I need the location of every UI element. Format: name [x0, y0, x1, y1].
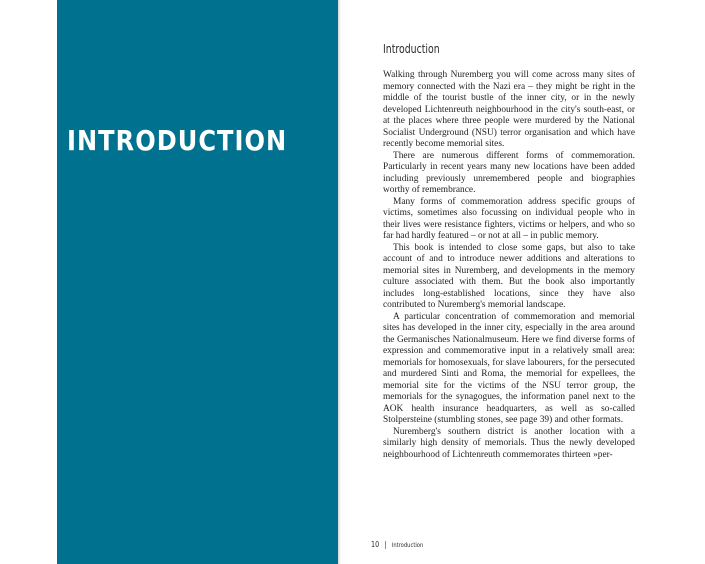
- paragraph: There are numerous different forms of commemoration. Particularly in recent years many new locations have been added including previously unremembered people and biographies worthy of remembrance.: [383, 150, 635, 195]
- paragraph: Many forms of commemoration address specific groups of victims, sometimes also focussing on individual people who in their lives were resistance fighters, victims or helpers, and who so far had hardly featured – or not at all – in public memory.: [383, 196, 635, 241]
- paragraph: Walking through Nuremberg you will come across many sites of memory connected with the Nazi era – they might be right in the middle of the tourist bustle of the inner city, or in the newly developed Lichtenreuth neighbourhood in the city's south-east, or at the places where three people were murdered by the National Socialist Underground (NSU) terror organisation and which have recently become memorial sites.: [383, 70, 635, 149]
- paragraph: A particular concentration of commemoration and memorial sites has developed in the inner city, especially in the area around the Germanisches Nationalmuseum. Here we find diverse forms of expression and commemorative input in a relatively small area: memorials for homosexuals, for slave labourers, for the persecuted and murdered Sinti and Roma, the memorial for expellees, the memorial site for the victims of the NSU terror group, the memorials for the synagogues, the information panel next to the AOK health insurance headquarters, as well as so-called Stolpersteine (stumbling stones, see page 39) and other formats.: [383, 311, 635, 425]
- body-text: [383, 70, 635, 461]
- chapter-title: INTRODUCTION: [67, 124, 288, 157]
- running-head: Introduction: [391, 541, 424, 549]
- section-title: Introduction: [383, 42, 440, 56]
- page-number: 10: [371, 540, 380, 549]
- page-footer: [371, 540, 423, 549]
- paragraph: This book is intended to close some gaps, but also to take account of and to introduce newer additions and alterations to memorial sites in Nuremberg, and developments in the memory culture associated with them. But the book also importantly includes long-established locations, since they have also contributed to Nuremberg's memorial landscape.: [383, 242, 635, 310]
- footer-separator: |: [384, 540, 387, 549]
- left-page-panel: [57, 0, 338, 564]
- right-page: [341, 0, 705, 564]
- paragraph: Nuremberg's southern district is another location with a similarly high density of memorials. Thus the newly developed neighbourhood of Lichtenreuth commemorates thirteen »per-: [383, 426, 635, 460]
